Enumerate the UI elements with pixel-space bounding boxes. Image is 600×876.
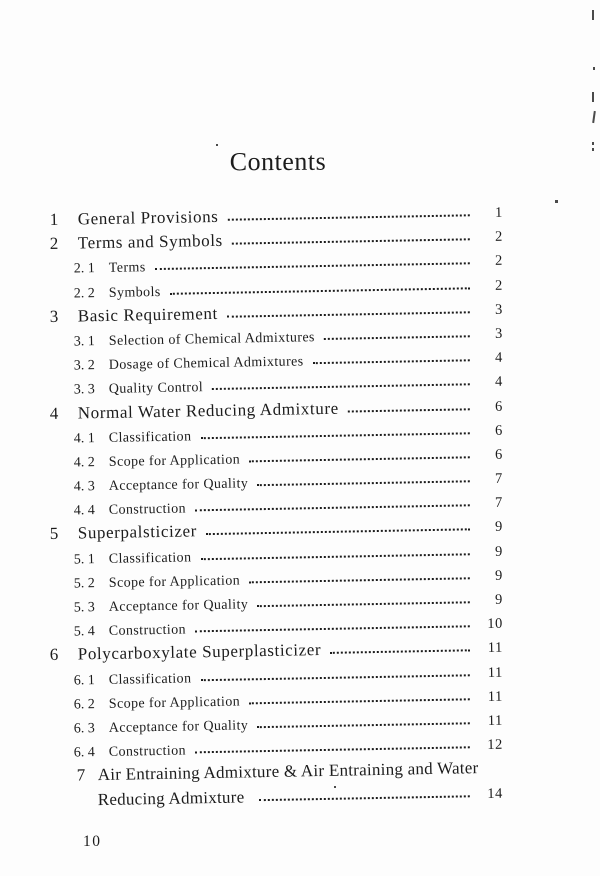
entry-page: 6 xyxy=(494,446,503,463)
entry-page: 11 xyxy=(487,688,503,705)
entry-number: 7 xyxy=(76,765,86,786)
entry-page: 11 xyxy=(487,640,503,657)
dot-leader xyxy=(324,335,470,340)
entry-title: Dosage of Chemical Admixtures xyxy=(108,354,304,374)
entry-title: Acceptance for Quality xyxy=(108,476,249,495)
scan-artifact xyxy=(592,92,594,102)
entry-title: Construction xyxy=(108,501,187,519)
entry-number: 3. 2 xyxy=(73,358,95,374)
scan-artifact xyxy=(334,786,336,788)
entry-title: Quality Control xyxy=(108,380,204,398)
entry-title: Terms and Symbols xyxy=(77,231,223,253)
entry-number: 3. 1 xyxy=(73,334,95,350)
entry-page: 6 xyxy=(494,398,503,415)
dot-leader xyxy=(249,698,470,704)
scan-artifact xyxy=(593,67,595,70)
entry-title: Basic Requirement xyxy=(77,303,218,326)
entry-title: Symbols xyxy=(108,284,161,301)
entry-number: 4 xyxy=(49,403,59,423)
entry-page: 9 xyxy=(494,519,503,536)
dot-leader xyxy=(257,601,470,607)
entry-page: 2 xyxy=(494,253,503,270)
entry-title: Scope for Application xyxy=(108,573,241,591)
scan-artifact xyxy=(592,142,594,145)
entry-number: 6. 3 xyxy=(73,721,95,737)
scan-artifact xyxy=(216,144,218,146)
entry-number: 4. 1 xyxy=(73,431,95,447)
entry-page: 9 xyxy=(494,567,503,584)
entry-page: 14 xyxy=(487,785,503,802)
entry-page: 1 xyxy=(494,204,503,222)
entry-page: 12 xyxy=(487,737,503,754)
dot-leader xyxy=(257,480,470,486)
entry-page: 4 xyxy=(494,350,503,367)
entry-title: Polycarboxylate Superplasticizer xyxy=(77,640,322,665)
entry-number: 6. 4 xyxy=(73,745,95,761)
entry-title: Classification xyxy=(108,429,192,446)
entry-title: Selection of Chemical Admixtures xyxy=(108,330,315,350)
entry-page: 11 xyxy=(487,664,503,681)
entry-title: Construction xyxy=(108,622,187,640)
dot-leader xyxy=(227,214,469,220)
entry-number: 4. 3 xyxy=(73,479,95,495)
dot-leader xyxy=(195,746,470,753)
entry-title-continued: Reducing Admixture xyxy=(97,787,245,809)
entry-number: 3 xyxy=(49,306,59,326)
entry-title: Classification xyxy=(108,671,192,688)
dot-leader xyxy=(212,383,470,390)
entry-number: 6 xyxy=(49,645,59,665)
entry-title: Construction xyxy=(108,743,187,761)
entry-number: 6. 2 xyxy=(73,697,95,713)
entry-page: 3 xyxy=(494,325,503,342)
entry-title: Classification xyxy=(108,550,192,567)
dot-leader xyxy=(257,722,470,728)
dot-leader xyxy=(232,238,470,244)
entry-title: Acceptance for Quality xyxy=(108,718,249,737)
entry-title: Scope for Application xyxy=(108,452,241,470)
scan-artifact xyxy=(592,148,594,151)
folio-page-number: 10 xyxy=(83,833,102,850)
entry-page: 2 xyxy=(494,277,503,294)
entry-page: 11 xyxy=(487,712,503,730)
entry-title: Scope for Application xyxy=(108,694,241,712)
dot-leader xyxy=(195,625,470,632)
page-title: Contents xyxy=(229,146,327,177)
entry-title: General Provisions xyxy=(77,207,219,229)
entry-page: 2 xyxy=(494,229,503,246)
dot-leader xyxy=(206,528,470,535)
entry-number: 5. 1 xyxy=(73,551,95,568)
scan-artifact xyxy=(555,200,558,203)
dot-leader xyxy=(200,432,469,439)
entry-number: 5. 3 xyxy=(73,600,95,616)
dot-leader xyxy=(227,311,470,317)
toc-list xyxy=(50,206,503,811)
entry-number: 2. 1 xyxy=(73,261,95,278)
dot-leader xyxy=(249,577,470,583)
entry-page: 9 xyxy=(494,543,503,560)
entry-number: 3. 3 xyxy=(73,382,95,399)
entry-page: 9 xyxy=(494,591,503,609)
entry-page: 6 xyxy=(494,422,503,439)
entry-page: 7 xyxy=(494,470,503,488)
entry-page: 7 xyxy=(494,495,503,512)
entry-number: 5. 2 xyxy=(73,576,95,592)
entry-number: 1 xyxy=(49,210,59,230)
entry-number: 6. 1 xyxy=(73,672,95,689)
entry-title: Air Entraining Admixture & Air Entraining and Water xyxy=(97,758,479,785)
entry-title: Superpalsticizer xyxy=(77,521,198,544)
scan-artifact xyxy=(592,111,596,123)
entry-number: 5. 4 xyxy=(73,624,95,640)
entry-number: 4. 4 xyxy=(73,503,95,519)
dot-leader xyxy=(200,553,469,560)
entry-number: 5 xyxy=(49,524,59,544)
scan-artifact xyxy=(592,10,594,20)
entry-title: Acceptance for Quality xyxy=(108,597,249,616)
entry-title: Terms xyxy=(108,260,146,277)
dot-leader xyxy=(155,262,470,270)
entry-page: 4 xyxy=(494,374,503,391)
dot-leader xyxy=(330,649,470,654)
dot-leader xyxy=(348,407,470,411)
entry-number: 2. 2 xyxy=(73,285,95,302)
entry-number: 4. 2 xyxy=(73,455,95,471)
dot-leader xyxy=(195,504,470,511)
entry-number: 2 xyxy=(49,234,59,254)
dot-leader xyxy=(200,674,469,681)
entry-title: Normal Water Reducing Admixture xyxy=(77,398,339,423)
entry-page: 10 xyxy=(487,616,503,633)
dot-leader xyxy=(170,287,470,295)
dot-leader xyxy=(313,359,470,364)
dot-leader xyxy=(249,456,470,462)
entry-page: 3 xyxy=(494,301,503,318)
dot-leader xyxy=(258,794,469,800)
